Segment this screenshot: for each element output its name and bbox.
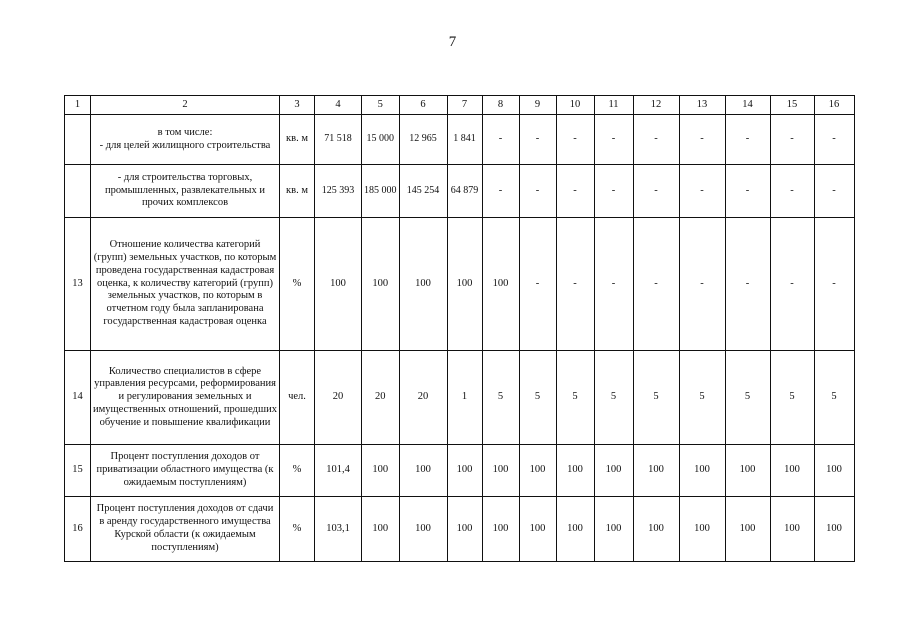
- value-cell: 125 393: [315, 165, 362, 218]
- value-cell: 5: [519, 351, 556, 445]
- value-cell: 64 879: [447, 165, 482, 218]
- table-row: [65, 115, 855, 165]
- value-cell: -: [594, 218, 633, 351]
- header-cell: 3: [280, 96, 315, 115]
- value-cell: 100: [362, 497, 400, 562]
- value-cell: 100: [814, 445, 854, 497]
- unit-cell: %: [280, 497, 315, 562]
- value-cell: 100: [633, 497, 679, 562]
- table-row: [65, 165, 855, 218]
- value-cell: 100: [362, 218, 400, 351]
- value-cell: 20: [399, 351, 447, 445]
- value-cell: 5: [679, 351, 725, 445]
- unit-cell: чел.: [280, 351, 315, 445]
- value-cell: -: [770, 115, 814, 165]
- value-cell: 100: [482, 445, 519, 497]
- header-cell: 14: [725, 96, 770, 115]
- value-cell: -: [594, 165, 633, 218]
- header-cell: 7: [447, 96, 482, 115]
- value-cell: 100: [770, 445, 814, 497]
- value-cell: 20: [362, 351, 400, 445]
- indicators-table: [64, 95, 855, 562]
- value-cell: -: [814, 165, 854, 218]
- value-cell: -: [770, 218, 814, 351]
- row-number: 15: [65, 445, 91, 497]
- value-cell: 100: [556, 497, 594, 562]
- value-cell: -: [519, 115, 556, 165]
- value-cell: 15 000: [362, 115, 400, 165]
- unit-cell: кв. м: [280, 165, 315, 218]
- unit-cell: %: [280, 445, 315, 497]
- header-cell: 5: [362, 96, 400, 115]
- header-cell: 4: [315, 96, 362, 115]
- value-cell: 145 254: [399, 165, 447, 218]
- page-number: 7: [448, 34, 457, 50]
- table-row: [65, 218, 855, 351]
- indicator-name: - для строительства торговых, промышленных, развлекательных и прочих комплексов: [91, 165, 280, 218]
- indicator-name: Количество специалистов в сфере управления ресурсами, реформирования и регулирования земельных и имущественных отношений, прошедших обучение и повышение квалификации: [91, 351, 280, 445]
- value-cell: -: [482, 115, 519, 165]
- table-row: [65, 445, 855, 497]
- value-cell: 103,1: [315, 497, 362, 562]
- header-cell: 8: [482, 96, 519, 115]
- value-cell: 100: [594, 445, 633, 497]
- value-cell: 100: [482, 218, 519, 351]
- value-cell: 100: [679, 445, 725, 497]
- value-cell: -: [679, 115, 725, 165]
- value-cell: 100: [362, 445, 400, 497]
- value-cell: -: [594, 115, 633, 165]
- value-cell: 100: [633, 445, 679, 497]
- value-cell: 100: [447, 445, 482, 497]
- header-cell: 11: [594, 96, 633, 115]
- value-cell: 100: [399, 497, 447, 562]
- value-cell: -: [556, 165, 594, 218]
- value-cell: 100: [519, 445, 556, 497]
- header-cell: 16: [814, 96, 854, 115]
- header-cell: 13: [679, 96, 725, 115]
- row-number: [65, 115, 91, 165]
- value-cell: -: [633, 115, 679, 165]
- value-cell: -: [814, 115, 854, 165]
- value-cell: 100: [447, 218, 482, 351]
- value-cell: -: [556, 218, 594, 351]
- header-cell: 12: [633, 96, 679, 115]
- row-number: 13: [65, 218, 91, 351]
- value-cell: -: [482, 165, 519, 218]
- header-cell: 9: [519, 96, 556, 115]
- header-cell: 10: [556, 96, 594, 115]
- value-cell: 100: [315, 218, 362, 351]
- header-cell: 2: [91, 96, 280, 115]
- unit-cell: кв. м: [280, 115, 315, 165]
- value-cell: 100: [814, 497, 854, 562]
- value-cell: 5: [556, 351, 594, 445]
- indicator-name: Процент поступления доходов от приватизации областного имущества (к ожидаемым поступлениям): [91, 445, 280, 497]
- value-cell: 5: [633, 351, 679, 445]
- value-cell: -: [814, 218, 854, 351]
- value-cell: 5: [814, 351, 854, 445]
- value-cell: 100: [482, 497, 519, 562]
- value-cell: -: [770, 165, 814, 218]
- value-cell: 5: [594, 351, 633, 445]
- row-number: 16: [65, 497, 91, 562]
- value-cell: 100: [725, 445, 770, 497]
- value-cell: 100: [399, 218, 447, 351]
- value-cell: -: [725, 115, 770, 165]
- value-cell: 5: [482, 351, 519, 445]
- value-cell: -: [633, 218, 679, 351]
- value-cell: 100: [399, 445, 447, 497]
- table-row: [65, 351, 855, 445]
- value-cell: 100: [770, 497, 814, 562]
- table-row: [65, 497, 855, 562]
- header-cell: 15: [770, 96, 814, 115]
- value-cell: -: [633, 165, 679, 218]
- value-cell: 12 965: [399, 115, 447, 165]
- value-cell: 100: [447, 497, 482, 562]
- value-cell: -: [725, 218, 770, 351]
- value-cell: -: [519, 218, 556, 351]
- indicator-name: Отношение количества категорий (групп) земельных участков, по которым проведена государственная кадастровая оценка, к количеству категорий (групп) земельных участков, по которым в отчетном году была запланирована государственная кадастровая оценка: [91, 218, 280, 351]
- value-cell: 100: [556, 445, 594, 497]
- value-cell: 100: [725, 497, 770, 562]
- value-cell: -: [679, 218, 725, 351]
- value-cell: 5: [770, 351, 814, 445]
- value-cell: 71 518: [315, 115, 362, 165]
- value-cell: -: [556, 115, 594, 165]
- header-cell: 1: [65, 96, 91, 115]
- unit-cell: %: [280, 218, 315, 351]
- value-cell: 100: [519, 497, 556, 562]
- value-cell: 1 841: [447, 115, 482, 165]
- value-cell: 185 000: [362, 165, 400, 218]
- value-cell: 100: [679, 497, 725, 562]
- value-cell: 100: [594, 497, 633, 562]
- header-cell: 6: [399, 96, 447, 115]
- table-header-row: [65, 96, 855, 115]
- row-number: [65, 165, 91, 218]
- value-cell: -: [519, 165, 556, 218]
- value-cell: -: [725, 165, 770, 218]
- row-number: 14: [65, 351, 91, 445]
- value-cell: 20: [315, 351, 362, 445]
- value-cell: -: [679, 165, 725, 218]
- value-cell: 5: [725, 351, 770, 445]
- value-cell: 101,4: [315, 445, 362, 497]
- indicator-name: в том числе: - для целей жилищного строительства: [91, 115, 280, 165]
- indicator-name: Процент поступления доходов от сдачи в аренду государственного имущества Курской области (к ожидаемым поступлениям): [91, 497, 280, 562]
- value-cell: 1: [447, 351, 482, 445]
